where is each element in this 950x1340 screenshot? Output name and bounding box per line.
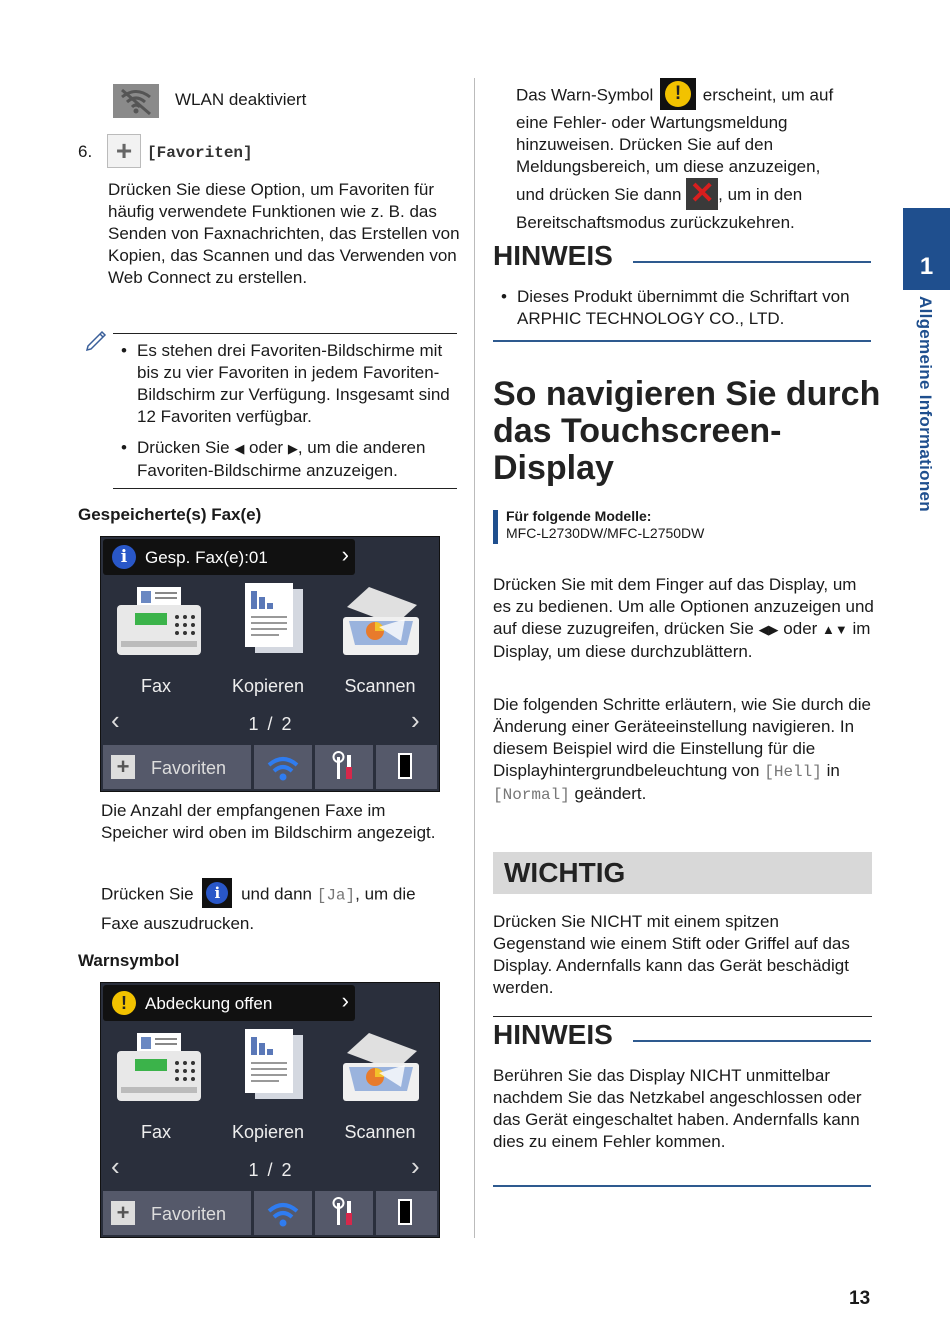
wifi-icon: [254, 745, 312, 789]
nav-p2-text-b: in: [821, 761, 840, 780]
nav-p1-text-c: im Display, um diese durchzublättern.: [493, 619, 871, 661]
favoriten-description: Drücken Sie diese Option, um Favoriten für häufig verwendete Funktionen wie z. B. das Senden von Faxnachrichten, das Erstellen von Kopien, das Scannen und das Verwenden von Web Connect zu erstellen.: [108, 180, 460, 287]
tools-icon: [315, 745, 373, 789]
warn-text-p2: eine Fehler- oder Wartungsmeldung hinzuweisen. Drücken Sie auf den Meldungsbereich, um diese anzuzeigen,: [516, 113, 821, 176]
hinweis-2-title-rule: [633, 1040, 871, 1042]
note-bullet-2: [137, 437, 459, 482]
plus-icon: +: [107, 134, 141, 168]
fax-press-text-c: , um die: [355, 884, 416, 904]
close-x-icon: ✕: [686, 178, 718, 210]
wlan-status-text: WLAN deaktiviert: [175, 90, 307, 109]
hinweis-2-top-rule: [493, 1016, 872, 1017]
lcd-status-bar[interactable]: [103, 539, 355, 575]
settings-button[interactable]: [315, 745, 373, 789]
models-marker: [493, 510, 498, 544]
plus-icon: +: [111, 1201, 135, 1225]
hinweis-2-title: HINWEIS: [493, 1019, 613, 1050]
hell-option: [Hell]: [764, 763, 822, 781]
right-triangle-icon: ▶: [287, 441, 298, 456]
hinweis-1-title: HINWEIS: [493, 240, 613, 271]
scan-label: Scannen: [344, 1122, 416, 1142]
wifi-button[interactable]: [254, 1191, 312, 1235]
scan-label: Scannen: [344, 676, 416, 696]
toner-icon: [398, 1199, 412, 1225]
warn-text-a: Das Warn-Symbol: [516, 85, 654, 105]
wichtig-text: Drücken Sie NICHT mit einem spitzen Gegenstand wie einem Stift oder Griffel auf das Display. Andernfalls kann das Gerät beschädigt werden.: [493, 912, 850, 997]
info-icon: i: [112, 545, 136, 569]
fax-print-instruction: [101, 880, 461, 938]
chevron-right-icon: ›: [341, 542, 349, 567]
copy-label: Kopieren: [231, 676, 305, 696]
note-top-rule: [113, 333, 457, 334]
plus-icon: +: [111, 755, 135, 779]
scanner-icon[interactable]: [339, 583, 423, 661]
chevron-left-icon[interactable]: ‹: [111, 1151, 120, 1181]
nav-p1-text-a: Drücken Sie mit dem Finger auf das Display, um es zu bedienen. Um alle Optionen anzuzeigen und auf diese zuzugreifen, drücken Sie: [493, 575, 874, 638]
warning-icon: !: [660, 78, 696, 110]
nav-p2-text-a: Die folgenden Schritte erläutern, wie Sie durch die Änderung einer Geräteeinstellung navigieren. In diesem Beispiel wird die Einstellung für die Displayhintergrundbeleuchtung von: [493, 695, 871, 780]
wifi-icon: [254, 1191, 312, 1235]
section-title: So navigieren Sie durch das Touchscreen-Display: [493, 375, 881, 487]
wifi-button[interactable]: [254, 745, 312, 789]
left-triangle-icon: ◀: [234, 441, 245, 456]
warn-text-p4: Bereitschaftsmodus zurückzukehren.: [516, 213, 795, 232]
fax-press-text-b: und dann: [241, 884, 312, 904]
toner-button[interactable]: [376, 1191, 437, 1235]
toner-button[interactable]: [376, 745, 437, 789]
fax-press-text-d: Faxe auszudrucken.: [101, 914, 255, 933]
chapter-number: 1: [919, 253, 934, 280]
ja-option: [Ja]: [316, 886, 356, 905]
note-bullet-2-text-b: oder: [244, 438, 288, 457]
note-bullet-2-text-c: , um die anderen Favoriten-Bildschirme anzuzeigen.: [137, 438, 426, 480]
chevron-right-nav-icon[interactable]: ›: [411, 705, 420, 735]
warning-symbol-heading: Warnsymbol: [78, 951, 180, 970]
scanner-icon[interactable]: [339, 1029, 423, 1107]
fax-icon[interactable]: [115, 583, 203, 663]
models-label: Für folgende Modelle:: [506, 508, 652, 524]
hinweis-2-text: Berühren Sie das Display NICHT unmittelbar nachdem Sie das Netzkabel angeschlossen oder das Gerät eingeschaltet haben. Andernfalls kann dies zu einem Fehler kommen.: [493, 1066, 862, 1151]
nav-p1-text-b: oder: [778, 619, 823, 638]
favorites-button[interactable]: [103, 745, 251, 789]
nav-p2-text-c: geändert.: [569, 784, 647, 803]
normal-option: [Normal]: [493, 786, 570, 804]
lcd-screen-stored-fax: [100, 536, 440, 792]
favoriten-option-label: [Favoriten]: [147, 144, 253, 162]
column-divider: [474, 78, 475, 1238]
warn-text-b: erscheint, um auf: [702, 85, 834, 105]
lcd-status-text: Abdeckung offen: [145, 994, 273, 1013]
info-icon: i: [202, 878, 232, 908]
favorites-label: Favoriten: [151, 1204, 227, 1224]
page-indicator: 1 / 2: [248, 714, 294, 734]
models-value: MFC-L2730DW/MFC-L2750DW: [506, 525, 705, 541]
chapter-title: Allgemeine Informationen: [916, 296, 935, 512]
fax-count-description: Die Anzahl der empfangenen Faxe im Speicher wird oben im Bildschirm angezeigt.: [101, 801, 436, 842]
wichtig-title: WICHTIG: [504, 857, 626, 888]
warn-text-c: und drücken Sie dann: [516, 185, 682, 204]
hinweis-1-bottom-rule: [493, 340, 871, 342]
step-number: 6.: [78, 142, 93, 161]
fax-icon[interactable]: [115, 1029, 203, 1109]
up-down-triangle-icons: ▲▼: [822, 622, 848, 637]
settings-button[interactable]: [315, 1191, 373, 1235]
hinweis-1-text: • Dieses Produkt übernimmt die Schriftart von ARPHIC TECHNOLOGY CO., LTD.: [517, 286, 867, 330]
fax-label: Fax: [140, 676, 171, 696]
left-right-triangle-icons: ◀▶: [758, 622, 779, 637]
note-bullet-1: • Es stehen drei Favoriten-Bildschirme mit bis zu vier Favoriten in jedem Favoriten-Bildschirm zur Verfügung. Insgesamt sind 12 Favoriten verfügbar.: [137, 340, 459, 428]
page-number: 13: [849, 1288, 871, 1309]
copy-icon[interactable]: [231, 1025, 311, 1109]
note-bottom-rule: [113, 488, 457, 489]
fax-press-text-a: Drücken Sie: [101, 884, 194, 904]
favorites-button[interactable]: [103, 1191, 251, 1235]
lcd-status-bar[interactable]: [103, 985, 355, 1021]
tools-icon: [315, 1191, 373, 1235]
warning-icon: !: [112, 991, 136, 1015]
chevron-right-nav-icon[interactable]: ›: [411, 1151, 420, 1181]
navigation-paragraph-1: [493, 574, 875, 663]
favorites-label: Favoriten: [151, 758, 227, 778]
copy-label: Kopieren: [231, 1122, 305, 1142]
note-bullet-2-text-a: Drücken Sie: [137, 438, 235, 457]
lcd-status-text: Gesp. Fax(e):01: [145, 548, 268, 567]
copy-icon[interactable]: [231, 579, 311, 663]
chevron-right-icon: ›: [341, 988, 349, 1013]
lcd-screen-warning: [100, 982, 440, 1238]
pencil-note-icon: [84, 326, 110, 358]
fax-label: Fax: [140, 1122, 171, 1142]
navigation-paragraph-2: [493, 694, 875, 806]
stored-fax-heading: Gespeicherte(s) Fax(e): [78, 505, 262, 524]
wichtig-box: [493, 852, 872, 894]
hinweis-2-bottom-rule: [493, 1185, 871, 1187]
wlan-off-icon: [113, 84, 159, 118]
chevron-left-icon[interactable]: ‹: [111, 705, 120, 735]
warn-text-d: , um in den: [718, 185, 803, 204]
page-indicator: 1 / 2: [248, 1160, 294, 1180]
hinweis-1-title-rule: [633, 261, 871, 263]
toner-icon: [398, 753, 412, 779]
warning-explanation: [516, 80, 876, 234]
